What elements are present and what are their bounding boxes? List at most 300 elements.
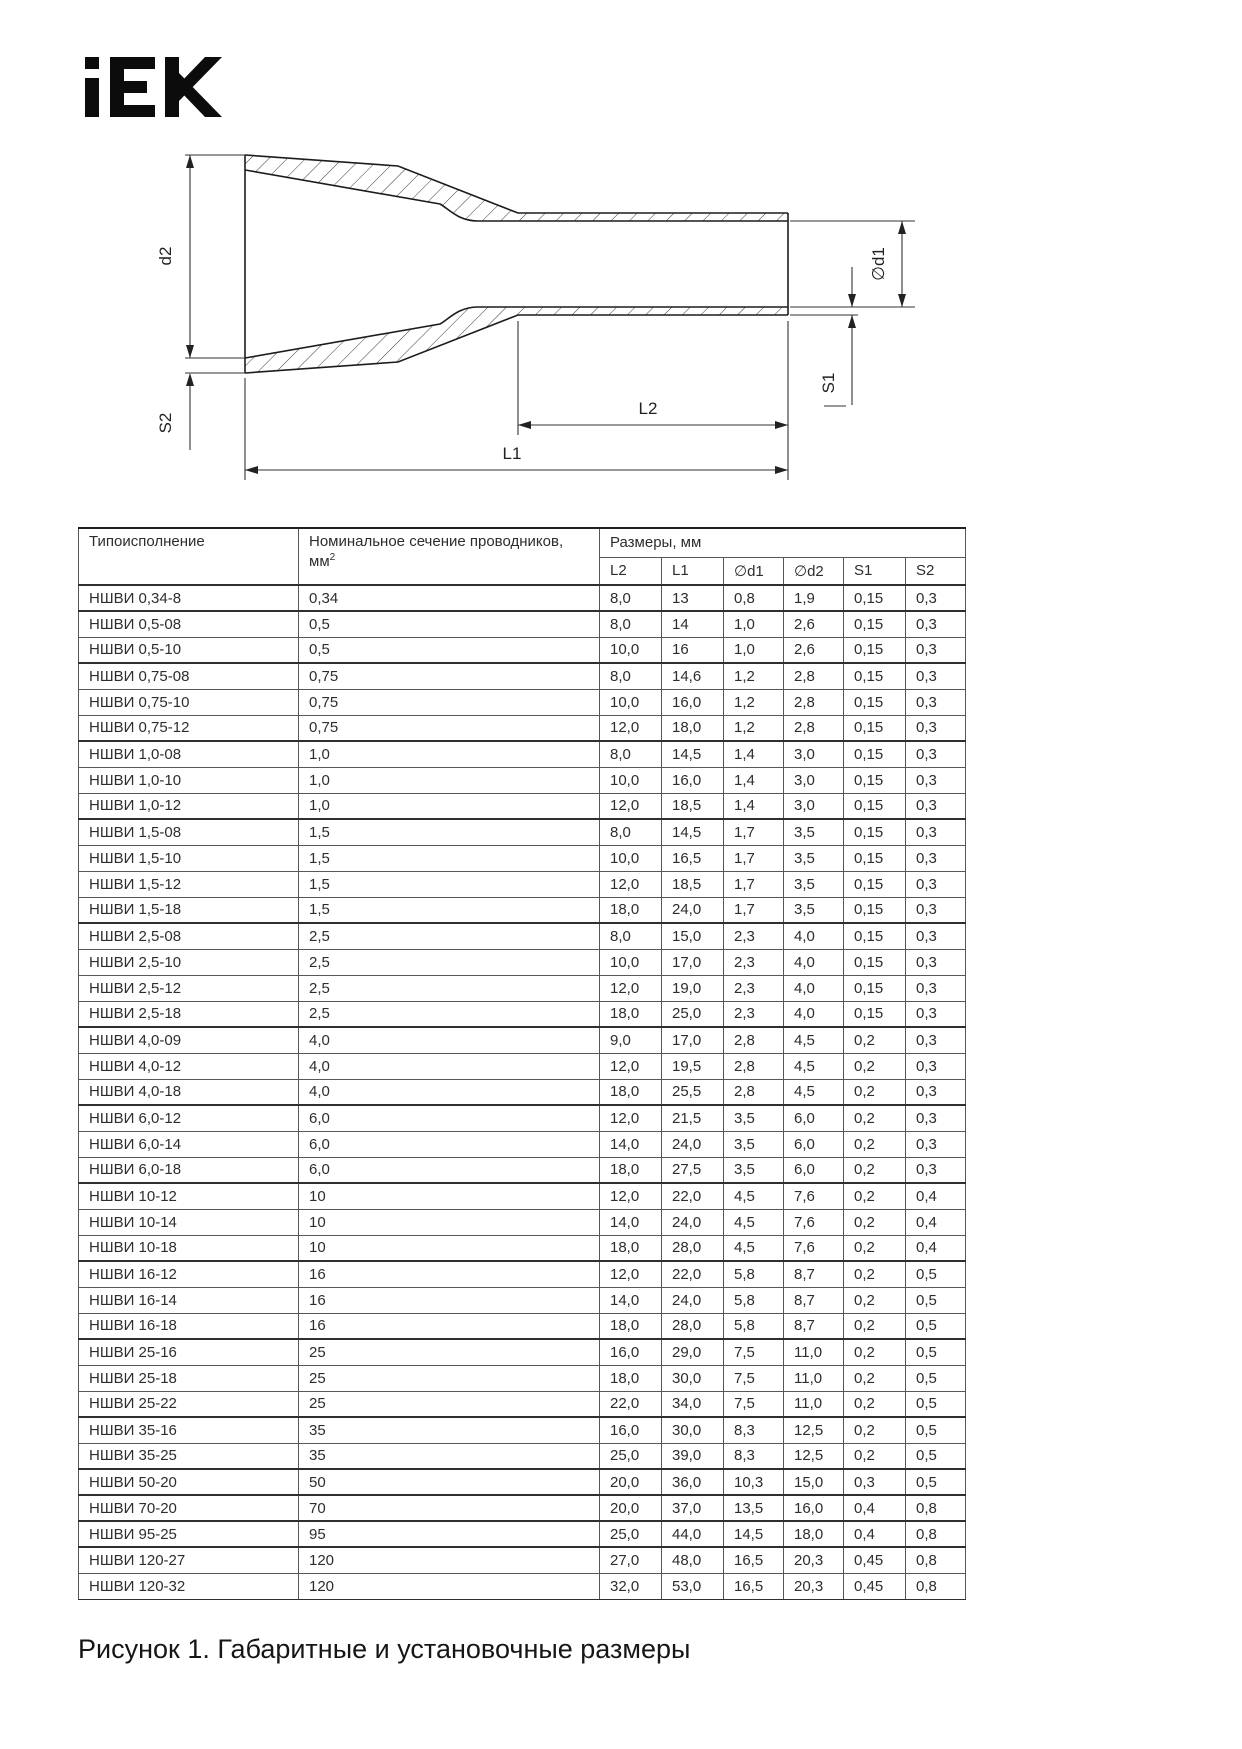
cell-l1: 21,5	[662, 1105, 724, 1131]
cell-l1: 27,5	[662, 1157, 724, 1183]
table-row	[79, 715, 966, 741]
cell-type: НШВИ 6,0-18	[79, 1157, 299, 1183]
cell-type: НШВИ 1,0-12	[79, 793, 299, 819]
cell-l2: 12,0	[600, 793, 662, 819]
cell-d1: 10,3	[724, 1469, 784, 1495]
dimension-d2	[156, 155, 245, 358]
cell-l2: 18,0	[600, 1313, 662, 1339]
cell-section: 10	[299, 1235, 600, 1261]
cell-d1: 2,3	[724, 1001, 784, 1027]
cell-section: 1,5	[299, 845, 600, 871]
table-row	[79, 637, 966, 663]
col-header-d2: ∅d2	[784, 557, 844, 585]
cell-l2: 16,0	[600, 1339, 662, 1365]
dimension-s1	[790, 267, 858, 406]
cell-type: НШВИ 10-12	[79, 1183, 299, 1209]
cell-l2: 8,0	[600, 585, 662, 611]
cell-d1: 1,7	[724, 845, 784, 871]
cell-l2: 8,0	[600, 611, 662, 637]
cell-l1: 22,0	[662, 1183, 724, 1209]
cell-d2: 3,0	[784, 793, 844, 819]
cell-s2: 0,5	[906, 1391, 966, 1417]
cell-type: НШВИ 1,5-10	[79, 845, 299, 871]
cell-d1: 5,8	[724, 1261, 784, 1287]
cell-section: 120	[299, 1573, 600, 1599]
cell-type: НШВИ 0,75-12	[79, 715, 299, 741]
cell-type: НШВИ 2,5-12	[79, 975, 299, 1001]
cell-s1: 0,4	[844, 1495, 906, 1521]
cell-d2: 6,0	[784, 1157, 844, 1183]
cell-l1: 14,6	[662, 663, 724, 689]
cell-d2: 4,0	[784, 949, 844, 975]
cell-s1: 0,45	[844, 1547, 906, 1573]
table-row	[79, 1183, 966, 1209]
cell-d1: 1,4	[724, 767, 784, 793]
cell-type: НШВИ 2,5-10	[79, 949, 299, 975]
cell-s2: 0,3	[906, 923, 966, 949]
cell-s2: 0,3	[906, 845, 966, 871]
cell-type: НШВИ 70-20	[79, 1495, 299, 1521]
dimension-l2	[518, 321, 788, 480]
cell-d2: 7,6	[784, 1183, 844, 1209]
cell-d1: 1,7	[724, 871, 784, 897]
cell-s2: 0,5	[906, 1365, 966, 1391]
cell-s1: 0,2	[844, 1105, 906, 1131]
cell-d2: 4,5	[784, 1079, 844, 1105]
cell-l2: 8,0	[600, 741, 662, 767]
cell-s2: 0,3	[906, 1001, 966, 1027]
cell-d1: 8,3	[724, 1417, 784, 1443]
cell-s1: 0,2	[844, 1391, 906, 1417]
cell-s2: 0,3	[906, 949, 966, 975]
cell-l2: 10,0	[600, 949, 662, 975]
cell-s2: 0,3	[906, 1105, 966, 1131]
cell-l1: 16,5	[662, 845, 724, 871]
cell-l1: 30,0	[662, 1417, 724, 1443]
table-row	[79, 1131, 966, 1157]
cell-s1: 0,15	[844, 871, 906, 897]
cell-d1: 2,3	[724, 975, 784, 1001]
cell-s1: 0,2	[844, 1339, 906, 1365]
cell-d1: 2,8	[724, 1053, 784, 1079]
table-row	[79, 975, 966, 1001]
cell-d2: 2,8	[784, 689, 844, 715]
table-row	[79, 1391, 966, 1417]
cell-l1: 24,0	[662, 1209, 724, 1235]
table-row	[79, 1105, 966, 1131]
cell-d2: 8,7	[784, 1313, 844, 1339]
cell-l2: 14,0	[600, 1131, 662, 1157]
cell-s1: 0,2	[844, 1365, 906, 1391]
cell-d1: 0,8	[724, 585, 784, 611]
cell-s1: 0,2	[844, 1027, 906, 1053]
cell-s1: 0,15	[844, 715, 906, 741]
cell-l1: 13	[662, 585, 724, 611]
cell-d1: 7,5	[724, 1339, 784, 1365]
cell-s1: 0,15	[844, 637, 906, 663]
cell-s1: 0,2	[844, 1209, 906, 1235]
table-row	[79, 1339, 966, 1365]
cell-d2: 2,6	[784, 611, 844, 637]
cell-section: 2,5	[299, 923, 600, 949]
cell-l1: 15,0	[662, 923, 724, 949]
cell-l2: 22,0	[600, 1391, 662, 1417]
cell-s2: 0,8	[906, 1495, 966, 1521]
cell-d1: 3,5	[724, 1105, 784, 1131]
cell-section: 4,0	[299, 1027, 600, 1053]
cell-type: НШВИ 35-25	[79, 1443, 299, 1469]
col-header-l2: L2	[600, 557, 662, 585]
cell-s2: 0,3	[906, 585, 966, 611]
cell-d2: 2,8	[784, 715, 844, 741]
col-header-section-text: Номинальное сечение проводников,	[309, 533, 564, 550]
table-row	[79, 1235, 966, 1261]
cell-s2: 0,3	[906, 1157, 966, 1183]
cell-section: 2,5	[299, 1001, 600, 1027]
cell-type: НШВИ 25-16	[79, 1339, 299, 1365]
cell-section: 6,0	[299, 1131, 600, 1157]
cell-d2: 6,0	[784, 1131, 844, 1157]
cell-d1: 7,5	[724, 1365, 784, 1391]
cell-l2: 25,0	[600, 1443, 662, 1469]
cell-d1: 1,0	[724, 637, 784, 663]
cell-section: 70	[299, 1495, 600, 1521]
cell-l1: 29,0	[662, 1339, 724, 1365]
cell-d1: 16,5	[724, 1547, 784, 1573]
cell-l1: 44,0	[662, 1521, 724, 1547]
tube-bottom-wall	[518, 307, 788, 315]
cell-l1: 28,0	[662, 1313, 724, 1339]
cell-l2: 10,0	[600, 689, 662, 715]
cell-section: 0,5	[299, 611, 600, 637]
cell-l2: 18,0	[600, 1001, 662, 1027]
cell-section: 1,5	[299, 871, 600, 897]
cell-d1: 4,5	[724, 1183, 784, 1209]
cell-l1: 17,0	[662, 1027, 724, 1053]
cell-section: 1,0	[299, 741, 600, 767]
dimensions-table	[78, 527, 966, 1600]
table-row	[79, 663, 966, 689]
cell-l1: 48,0	[662, 1547, 724, 1573]
cell-d2: 3,5	[784, 819, 844, 845]
cell-s2: 0,3	[906, 1053, 966, 1079]
cell-l1: 18,5	[662, 793, 724, 819]
cell-type: НШВИ 4,0-18	[79, 1079, 299, 1105]
cell-s2: 0,4	[906, 1235, 966, 1261]
cell-d2: 20,3	[784, 1573, 844, 1599]
cell-d2: 3,0	[784, 741, 844, 767]
cell-d2: 3,5	[784, 897, 844, 923]
cell-type: НШВИ 10-14	[79, 1209, 299, 1235]
cell-section: 10	[299, 1209, 600, 1235]
cell-d2: 4,5	[784, 1053, 844, 1079]
cell-l1: 14,5	[662, 741, 724, 767]
tube-top-wall	[518, 213, 788, 221]
cell-d2: 11,0	[784, 1339, 844, 1365]
cell-s1: 0,15	[844, 949, 906, 975]
cell-s2: 0,3	[906, 975, 966, 1001]
cell-l2: 8,0	[600, 663, 662, 689]
cell-d1: 2,8	[724, 1027, 784, 1053]
cell-l1: 19,5	[662, 1053, 724, 1079]
cell-type: НШВИ 6,0-12	[79, 1105, 299, 1131]
cell-section: 16	[299, 1313, 600, 1339]
table-row	[79, 793, 966, 819]
cell-s1: 0,2	[844, 1053, 906, 1079]
cell-l1: 24,0	[662, 897, 724, 923]
cell-d1: 7,5	[724, 1391, 784, 1417]
table-row	[79, 897, 966, 923]
cell-s2: 0,5	[906, 1443, 966, 1469]
dimension-l1	[245, 378, 788, 480]
cell-type: НШВИ 2,5-18	[79, 1001, 299, 1027]
table-row	[79, 741, 966, 767]
cell-section: 10	[299, 1183, 600, 1209]
table-row	[79, 1027, 966, 1053]
cell-l1: 34,0	[662, 1391, 724, 1417]
cell-s2: 0,3	[906, 741, 966, 767]
cell-type: НШВИ 16-18	[79, 1313, 299, 1339]
cell-l2: 27,0	[600, 1547, 662, 1573]
label-l1: L1	[502, 444, 522, 463]
cell-s2: 0,3	[906, 611, 966, 637]
table-row	[79, 1443, 966, 1469]
cell-d2: 18,0	[784, 1521, 844, 1547]
cell-s1: 0,2	[844, 1443, 906, 1469]
cell-l1: 30,0	[662, 1365, 724, 1391]
cell-s2: 0,3	[906, 897, 966, 923]
table-row	[79, 585, 966, 611]
table-row	[79, 845, 966, 871]
cell-l1: 25,5	[662, 1079, 724, 1105]
dimension-s2	[156, 373, 245, 450]
cell-d2: 3,5	[784, 845, 844, 871]
cell-s1: 0,15	[844, 689, 906, 715]
cell-s1: 0,15	[844, 741, 906, 767]
cell-d2: 4,5	[784, 1027, 844, 1053]
cell-d1: 1,7	[724, 819, 784, 845]
cell-l1: 18,0	[662, 715, 724, 741]
cell-l1: 17,0	[662, 949, 724, 975]
table-row	[79, 1157, 966, 1183]
cell-d2: 8,7	[784, 1287, 844, 1313]
cell-type: НШВИ 16-12	[79, 1261, 299, 1287]
cell-s2: 0,3	[906, 715, 966, 741]
cell-s2: 0,4	[906, 1183, 966, 1209]
cell-l1: 36,0	[662, 1469, 724, 1495]
cell-s2: 0,8	[906, 1521, 966, 1547]
cell-type: НШВИ 4,0-09	[79, 1027, 299, 1053]
cell-d2: 4,0	[784, 1001, 844, 1027]
cell-s1: 0,2	[844, 1417, 906, 1443]
cell-section: 50	[299, 1469, 600, 1495]
cell-s1: 0,2	[844, 1287, 906, 1313]
cell-s1: 0,15	[844, 663, 906, 689]
cell-d1: 4,5	[724, 1209, 784, 1235]
cell-section: 16	[299, 1287, 600, 1313]
cell-s2: 0,3	[906, 1079, 966, 1105]
cell-d2: 15,0	[784, 1469, 844, 1495]
table-row	[79, 1469, 966, 1495]
cell-d1: 2,8	[724, 1079, 784, 1105]
cell-d1: 1,7	[724, 897, 784, 923]
cell-s1: 0,15	[844, 923, 906, 949]
cell-section: 1,5	[299, 819, 600, 845]
cell-s2: 0,5	[906, 1339, 966, 1365]
col-header-s1: S1	[844, 557, 906, 585]
label-d1: ∅d1	[869, 247, 888, 281]
cell-d2: 20,3	[784, 1547, 844, 1573]
cell-l2: 18,0	[600, 1235, 662, 1261]
cell-d1: 13,5	[724, 1495, 784, 1521]
table-row	[79, 767, 966, 793]
cell-d2: 3,0	[784, 767, 844, 793]
cell-s1: 0,15	[844, 793, 906, 819]
col-header-d1: ∅d1	[724, 557, 784, 585]
cell-d1: 1,2	[724, 663, 784, 689]
cell-l2: 10,0	[600, 637, 662, 663]
cell-s2: 0,8	[906, 1573, 966, 1599]
cell-s1: 0,2	[844, 1235, 906, 1261]
label-s2: S2	[156, 412, 175, 434]
cell-section: 35	[299, 1443, 600, 1469]
cell-section: 35	[299, 1417, 600, 1443]
cell-s2: 0,3	[906, 1131, 966, 1157]
cell-d1: 3,5	[724, 1131, 784, 1157]
cell-type: НШВИ 6,0-14	[79, 1131, 299, 1157]
cell-l1: 16,0	[662, 767, 724, 793]
col-header-s2: S2	[906, 557, 966, 585]
cell-type: НШВИ 1,5-18	[79, 897, 299, 923]
cell-section: 4,0	[299, 1053, 600, 1079]
cell-type: НШВИ 35-16	[79, 1417, 299, 1443]
cell-section: 0,5	[299, 637, 600, 663]
table-row	[79, 611, 966, 637]
cell-l2: 9,0	[600, 1027, 662, 1053]
label-s1: S1	[819, 372, 838, 394]
table-row	[79, 923, 966, 949]
cell-d2: 7,6	[784, 1209, 844, 1235]
table-row	[79, 1573, 966, 1599]
cell-l1: 19,0	[662, 975, 724, 1001]
cell-l1: 24,0	[662, 1131, 724, 1157]
cell-type: НШВИ 1,0-08	[79, 741, 299, 767]
table-row	[79, 689, 966, 715]
col-header-section-unit: мм	[309, 552, 330, 570]
label-l2: L2	[638, 399, 658, 418]
cell-section: 1,5	[299, 897, 600, 923]
cell-l2: 20,0	[600, 1495, 662, 1521]
cell-type: НШВИ 0,34-8	[79, 585, 299, 611]
cell-type: НШВИ 25-18	[79, 1365, 299, 1391]
cell-d2: 12,5	[784, 1417, 844, 1443]
cell-l1: 14	[662, 611, 724, 637]
cell-s2: 0,8	[906, 1547, 966, 1573]
cell-type: НШВИ 0,5-10	[79, 637, 299, 663]
table-row	[79, 1313, 966, 1339]
cell-d2: 6,0	[784, 1105, 844, 1131]
cell-s1: 0,15	[844, 1001, 906, 1027]
cell-d1: 1,4	[724, 741, 784, 767]
cell-d2: 16,0	[784, 1495, 844, 1521]
cell-l1: 18,5	[662, 871, 724, 897]
cell-d1: 1,4	[724, 793, 784, 819]
cell-l2: 8,0	[600, 923, 662, 949]
col-header-section	[299, 528, 600, 585]
cell-d1: 2,3	[724, 949, 784, 975]
cell-section: 2,5	[299, 975, 600, 1001]
table-row	[79, 1547, 966, 1573]
cell-l2: 18,0	[600, 1157, 662, 1183]
table-body	[79, 585, 966, 1599]
col-header-section-sup: 2	[329, 551, 336, 563]
cell-d1: 8,3	[724, 1443, 784, 1469]
cell-section: 1,0	[299, 793, 600, 819]
cell-type: НШВИ 50-20	[79, 1469, 299, 1495]
cell-l2: 12,0	[600, 715, 662, 741]
cell-s1: 0,2	[844, 1157, 906, 1183]
cell-section: 6,0	[299, 1105, 600, 1131]
cell-type: НШВИ 0,5-08	[79, 611, 299, 637]
cell-l2: 12,0	[600, 1183, 662, 1209]
cell-l1: 39,0	[662, 1443, 724, 1469]
cell-section: 2,5	[299, 949, 600, 975]
cell-section: 25	[299, 1391, 600, 1417]
cell-d1: 1,0	[724, 611, 784, 637]
cell-l2: 18,0	[600, 1365, 662, 1391]
cell-type: НШВИ 120-32	[79, 1573, 299, 1599]
cell-d1: 2,3	[724, 923, 784, 949]
table-row	[79, 1287, 966, 1313]
cell-l2: 20,0	[600, 1469, 662, 1495]
cell-l2: 18,0	[600, 897, 662, 923]
cell-s1: 0,45	[844, 1573, 906, 1599]
cell-type: НШВИ 2,5-08	[79, 923, 299, 949]
cell-l1: 37,0	[662, 1495, 724, 1521]
cell-d1: 5,8	[724, 1313, 784, 1339]
cell-l2: 14,0	[600, 1287, 662, 1313]
cell-section: 0,75	[299, 689, 600, 715]
cell-section: 1,0	[299, 767, 600, 793]
cell-d2: 4,0	[784, 923, 844, 949]
cell-type: НШВИ 16-14	[79, 1287, 299, 1313]
cell-s2: 0,3	[906, 663, 966, 689]
cell-l2: 8,0	[600, 819, 662, 845]
cell-type: НШВИ 1,5-08	[79, 819, 299, 845]
cell-s2: 0,3	[906, 1027, 966, 1053]
cell-l2: 32,0	[600, 1573, 662, 1599]
table-row	[79, 1495, 966, 1521]
cell-d2: 12,5	[784, 1443, 844, 1469]
cell-section: 16	[299, 1261, 600, 1287]
cell-d1: 1,2	[724, 715, 784, 741]
table-row	[79, 1261, 966, 1287]
cell-d2: 2,8	[784, 663, 844, 689]
cell-d2: 2,6	[784, 637, 844, 663]
cell-d2: 4,0	[784, 975, 844, 1001]
cell-s1: 0,15	[844, 611, 906, 637]
cell-type: НШВИ 4,0-12	[79, 1053, 299, 1079]
cell-l2: 10,0	[600, 845, 662, 871]
table-row	[79, 1053, 966, 1079]
cell-s1: 0,2	[844, 1313, 906, 1339]
cell-type: НШВИ 0,75-08	[79, 663, 299, 689]
cell-s2: 0,5	[906, 1469, 966, 1495]
table-row	[79, 1209, 966, 1235]
cell-s2: 0,4	[906, 1209, 966, 1235]
cell-s1: 0,15	[844, 845, 906, 871]
table-row	[79, 949, 966, 975]
